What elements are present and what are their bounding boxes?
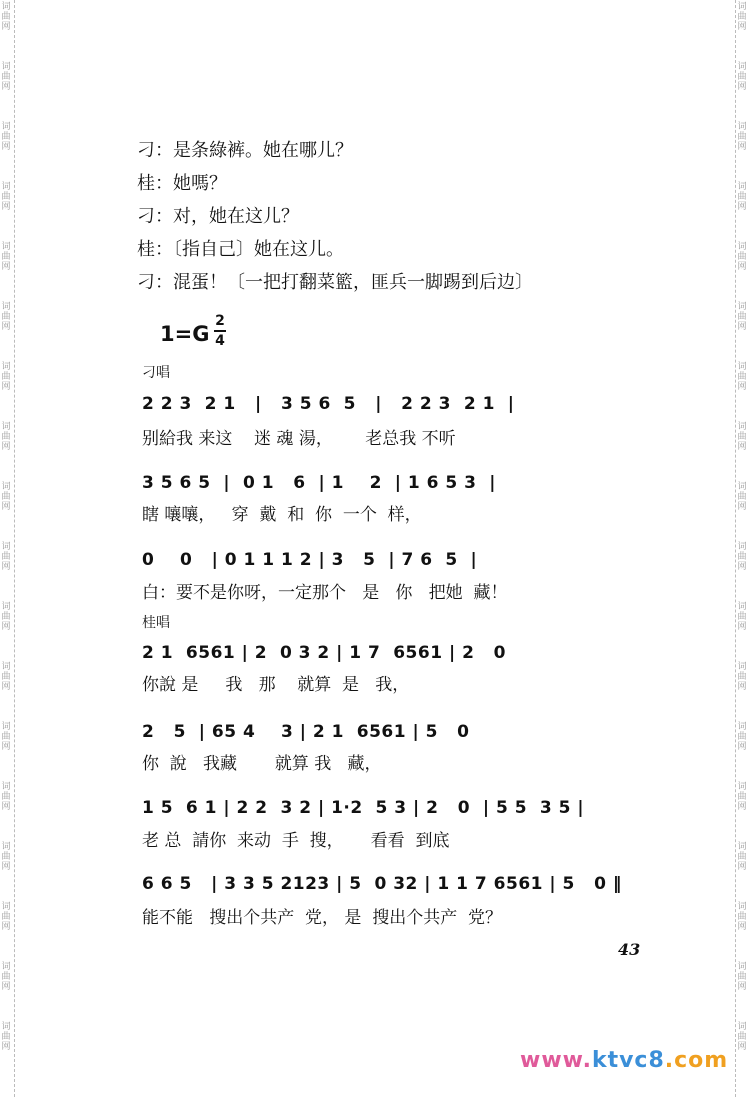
site-part-1: www. [520, 1048, 592, 1073]
dialogue-line: 刁：对，她在这儿？ [137, 206, 299, 227]
watermark-text: 词 曲 网 [737, 1022, 747, 1052]
watermark-text: 词 曲 网 [737, 662, 747, 692]
right-watermark-strip [735, 0, 750, 1097]
watermark-text: 词 曲 网 [737, 422, 747, 452]
dialogue-line: 桂：她嗎？ [137, 173, 227, 194]
watermark-text: 词 曲 网 [1, 602, 11, 632]
watermark-text: 词 曲 网 [1, 542, 11, 572]
watermark-text: 词 曲 网 [1, 842, 11, 872]
lyric-row: 你說 是 我 那 就算 是 我， [142, 675, 410, 695]
notation-row: 2 1 6561 | 2 0 3 2 | 1 7 6561 | 2 0 [142, 643, 506, 663]
notation-row: 2 5 | 65 4 3 | 2 1 6561 | 5 0 [142, 722, 470, 742]
time-signature [214, 314, 226, 348]
site-part-3: .com [664, 1048, 729, 1073]
watermark-text: 词 曲 网 [1, 1022, 11, 1052]
notation-row: 6 6 5 | 3 3 5 2123 | 5 0 32 | 1 1 7 6561 | 5 0 ‖ [142, 874, 622, 894]
watermark-text: 词 曲 网 [737, 2, 747, 32]
watermark-text: 词 曲 网 [1, 482, 11, 512]
watermark-text: 词 曲 网 [737, 482, 747, 512]
watermark-text: 词 曲 网 [1, 2, 11, 32]
watermark-text: 词 曲 网 [1, 122, 11, 152]
notation-row: 3 5 6 5 | 0 1 6 | 1 2 | 1 6 5 3 | [142, 473, 496, 493]
watermark-text: 词 曲 网 [1, 722, 11, 752]
dialogue-line: 桂：〔指自己〕她在这儿。 [137, 239, 344, 260]
time-bottom: 4 [215, 333, 225, 349]
watermark-text: 词 曲 网 [737, 722, 747, 752]
watermark-text: 词 曲 网 [1, 362, 11, 392]
watermark-text: 词 曲 网 [1, 782, 11, 812]
notation-row: 1 5 6 1 | 2 2 3 2 | 1·2 5 3 | 2 0 | 5 5 3 5 | [142, 798, 585, 818]
site-watermark [520, 1048, 728, 1073]
watermark-text: 词 曲 网 [1, 242, 11, 272]
lyric-row: 瞎 嚷嚷， 穿 戴 和 你 一个 样， [142, 505, 422, 525]
watermark-text: 词 曲 网 [1, 62, 11, 92]
watermark-text: 词 曲 网 [737, 122, 747, 152]
time-top: 2 [215, 313, 225, 329]
lyric-row: 别給我 来这 迷 魂 湯， 老总我 不听 [142, 429, 456, 449]
notation-row: 2 2 3 2 1 | 3 5 6 5 | 2 2 3 2 1 | [142, 394, 515, 414]
lyric-row: 你 說 我藏 就算 我 藏， [142, 754, 382, 774]
watermark-text: 词 曲 网 [737, 62, 747, 92]
watermark-text: 词 曲 网 [737, 362, 747, 392]
dialogue-line: 刁：是条綠裤。她在哪儿？ [137, 140, 353, 161]
watermark-text: 词 曲 网 [1, 662, 11, 692]
key-signature: 1=G [160, 322, 210, 346]
watermark-text: 词 曲 网 [737, 962, 747, 992]
watermark-text: 词 曲 网 [1, 182, 11, 212]
watermark-text: 词 曲 网 [737, 902, 747, 932]
watermark-text: 词 曲 网 [737, 302, 747, 332]
watermark-text: 词 曲 网 [1, 902, 11, 932]
watermark-text: 词 曲 网 [737, 842, 747, 872]
singer-label-diao: 刁唱 [142, 365, 170, 381]
watermark-text: 词 曲 网 [737, 602, 747, 632]
dialogue-line: 刁：混蛋！〔一把打翻菜籃，匪兵一脚踢到后边〕 [137, 272, 533, 293]
watermark-text: 词 曲 网 [737, 782, 747, 812]
lyric-row: 老 总 請你 来动 手 搜， 看看 到底 [142, 831, 450, 851]
watermark-text: 词 曲 网 [1, 422, 11, 452]
left-watermark-strip [0, 0, 15, 1097]
singer-label-gui: 桂唱 [142, 615, 170, 631]
watermark-text: 词 曲 网 [1, 962, 11, 992]
page-number: 43 [618, 940, 641, 959]
lyric-row: 能不能 搜出个共产 党， 是 搜出个共产 党？ [142, 908, 503, 928]
notation-row: 0 0 | 0 1 1 1 2 | 3 5 | 7 6 5 | [142, 550, 478, 570]
watermark-text: 词 曲 网 [1, 302, 11, 332]
lyric-row: 白：要不是你呀，一定那个 是 你 把她 藏！ [142, 583, 508, 603]
site-part-2: ktvc8 [591, 1048, 665, 1073]
watermark-text: 词 曲 网 [737, 242, 747, 272]
watermark-text: 词 曲 网 [737, 182, 747, 212]
watermark-text: 词 曲 网 [737, 542, 747, 572]
